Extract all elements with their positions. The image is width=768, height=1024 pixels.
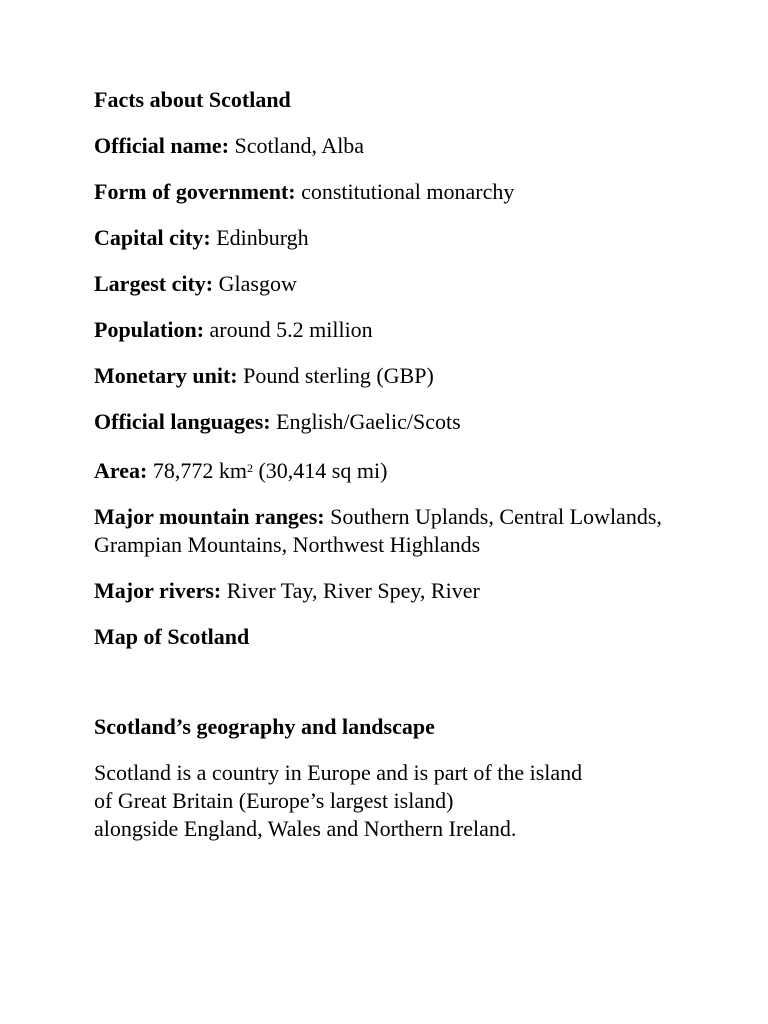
fact-area bbox=[94, 454, 714, 485]
fact-mountain-ranges bbox=[94, 503, 714, 559]
document-title: Facts about Scotland bbox=[94, 87, 291, 112]
fact-official-languages bbox=[94, 408, 714, 436]
geography-heading: Scotland’s geography and landscape bbox=[94, 714, 435, 739]
fact-value: Pound sterling (GBP) bbox=[243, 363, 434, 388]
fact-value: around 5.2 million bbox=[209, 317, 373, 342]
area-value-suffix: (30,414 sq mi) bbox=[252, 458, 388, 483]
fact-largest-city bbox=[94, 270, 714, 298]
fact-label: Monetary unit: bbox=[94, 363, 238, 388]
fact-label: Major rivers: bbox=[94, 578, 222, 603]
fact-population bbox=[94, 316, 714, 344]
fact-value: English/Gaelic/Scots bbox=[276, 409, 461, 434]
fact-value: constitutional monarchy bbox=[301, 179, 515, 204]
fact-value: Glasgow bbox=[218, 271, 297, 296]
fact-value: Scotland, Alba bbox=[234, 133, 365, 158]
fact-label: Official languages: bbox=[94, 409, 271, 434]
fact-value bbox=[153, 458, 388, 483]
fact-major-rivers bbox=[94, 577, 714, 605]
fact-label: Capital city: bbox=[94, 225, 211, 250]
map-heading: Map of Scotland bbox=[94, 624, 250, 649]
fact-label: Form of government: bbox=[94, 179, 296, 204]
fact-label: Population: bbox=[94, 317, 205, 342]
fact-value: Southern Uplands, Central Lowlands, Grampian Mountains, Northwest Highlands bbox=[94, 504, 662, 557]
fact-capital-city bbox=[94, 224, 714, 252]
area-value-prefix: 78,772 km bbox=[152, 458, 247, 483]
fact-official-name bbox=[94, 132, 714, 160]
fact-label: Official name: bbox=[94, 133, 230, 158]
area-superscript: 2 bbox=[246, 461, 253, 475]
fact-label: Area: bbox=[94, 458, 148, 483]
fact-value: River Tay, River Spey, River bbox=[226, 578, 480, 603]
paragraph-line: Scotland is a country in Europe and is part of the island bbox=[94, 760, 583, 785]
paragraph-line: alongside England, Wales and Northern Ireland. bbox=[94, 816, 517, 841]
fact-monetary-unit bbox=[94, 362, 714, 390]
paragraph-line: of Great Britain (Europe’s largest island) bbox=[94, 788, 454, 813]
fact-value: Edinburgh bbox=[216, 225, 309, 250]
fact-label: Major mountain ranges: bbox=[94, 504, 325, 529]
fact-label: Largest city: bbox=[94, 271, 214, 296]
fact-form-of-government bbox=[94, 178, 714, 206]
document-page bbox=[94, 86, 714, 843]
geography-paragraph bbox=[94, 759, 714, 843]
